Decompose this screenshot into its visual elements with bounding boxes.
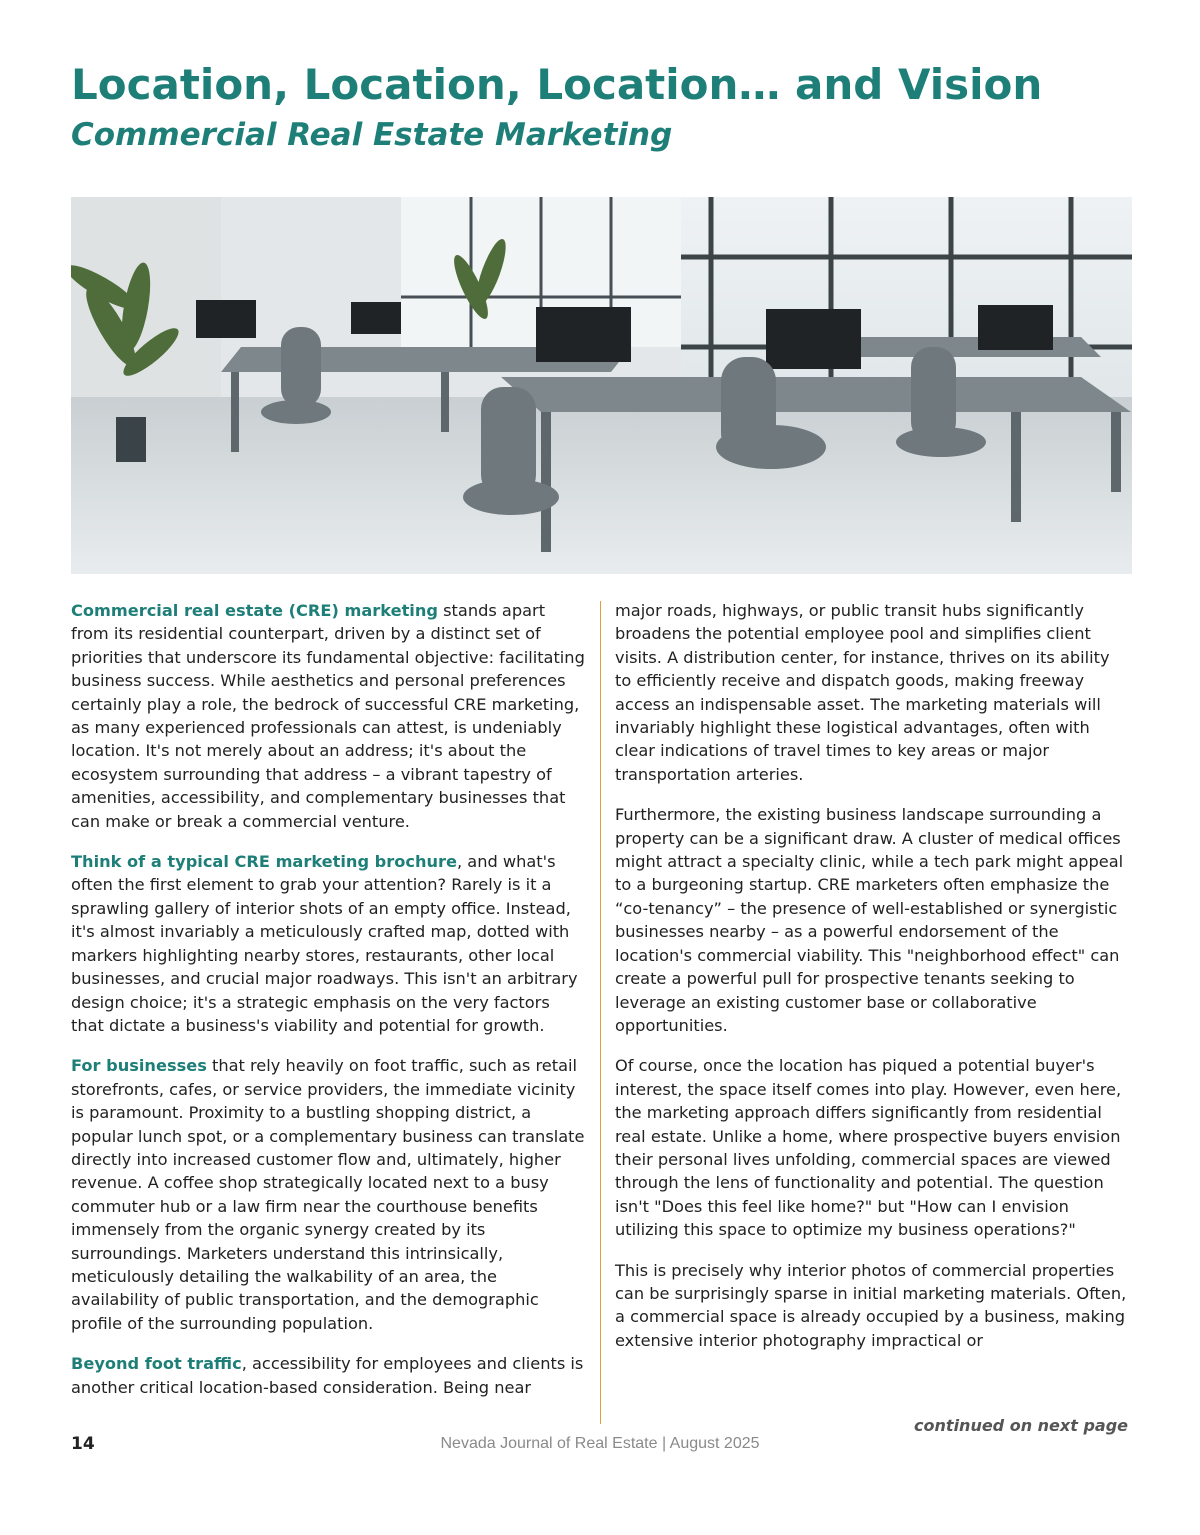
paragraph-text: , and what's often the first element to grab your attention? Rarely is it a sprawling gallery of interior shots of an empty office. Instead, it's almost invariably a meticulously crafted map, dotted with markers highlighting nearby stores, restaurants, other local businesses, and crucial major roadways. This isn't an arbitrary design choice; it's a strategic emphasis on the very factors that dictate a business's viability and potential for growth. (71, 852, 578, 1035)
article-paragraph (71, 1352, 586, 1399)
article-paragraph: major roads, highways, or public transit hubs significantly broadens the potential employee pool and simplifies client visits. A distribution center, for instance, thrives on its ability to efficiently receive and dispatch goods, making freeway access an indispensable asset. The marketing materials will invariably highlight these logistical advantages, often with clear indications of travel times to key areas or major transportation arteries. (615, 601, 1110, 784)
column-divider (600, 601, 601, 1424)
paragraph-text: , accessibility for employees and clients is another critical location-based consideration. Being near (71, 1354, 584, 1397)
paragraph-lead: Beyond foot traffic (71, 1354, 242, 1374)
paragraph-lead: Think of a typical CRE marketing brochure (71, 852, 457, 872)
article-column-right (615, 599, 1130, 1369)
paragraph-lead: For businesses (71, 1056, 207, 1076)
article-subtitle: Commercial Real Estate Marketing (71, 117, 673, 153)
paragraph-lead: Commercial real estate (CRE) marketing (71, 601, 438, 620)
article-paragraph (71, 850, 586, 1037)
paragraph-text: that rely heavily on foot traffic, such as retail storefronts, cafes, or service providers, the immediate vicinity is paramount. Proximity to a bustling shopping district, a popular lunch spot, or a complementary business can translate directly into increased customer flow and, ultimately, higher revenue. A coffee shop strategically located next to a busy commuter hub or a law firm near the courthouse benefits immensely from the organic synergy created by its surroundings. Marketers understand this intrinsically, meticulously detailing the walkability of an area, the availability of public transportation, and the demographic profile of the surrounding population. (71, 1056, 585, 1333)
office-photo (71, 197, 1132, 574)
article-paragraph (71, 599, 586, 833)
article-paragraph (71, 1054, 586, 1335)
page-number: 14 (71, 1434, 95, 1454)
article-title: Location, Location, Location… and Vision (71, 60, 1043, 109)
article-paragraph: Furthermore, the existing business landscape surrounding a property can be a significant draw. A cluster of medical offices might attract a specialty clinic, while a tech park might appeal to a burgeoning startup. CRE marketers often emphasize the “co-tenancy” – the presence of well-established or synergistic businesses nearby – as a powerful endorsement of the location's commercial viability. This "neighborhood effect" can create a powerful pull for prospective tenants seeking to leverage an existing customer base or collaborative opportunities. (615, 805, 1124, 1035)
article-paragraph: This is precisely why interior photos of commercial properties can be surprisingly sparse in initial marketing materials. Often, a commercial space is already occupied by a business, making extensive interior photography impractical or (615, 1260, 1127, 1350)
publication-footer: Nevada Journal of Real Estate | August 2025 (440, 1435, 760, 1452)
article-paragraph: Of course, once the location has piqued a potential buyer's interest, the space itself comes into play. However, even here, the marketing approach differs significantly from residential real estate. Unlike a home, where prospective buyers envision their personal lives unfolding, commercial spaces are viewed through the lens of functionality and potential. The question isn't "Does this feel like home?" but "How can I envision utilizing this space to optimize my business operations?" (615, 1056, 1122, 1240)
continued-note: continued on next page (914, 1416, 1128, 1435)
article-column-left (71, 599, 586, 1416)
paragraph-text: stands apart from its residential counterpart, driven by a distinct set of priorities that underscore its fundamental objective: facilitating business success. While aesthetics and personal preferences certainly play a role, the bedrock of successful CRE marketing, as many experienced professionals can attest, is undeniably location. It's not merely about an address; it's about the ecosystem surrounding that address – a vibrant tapestry of amenities, accessibility, and complementary businesses that can make or break a commercial venture. (71, 601, 585, 831)
office-photo-icon (71, 197, 1132, 574)
